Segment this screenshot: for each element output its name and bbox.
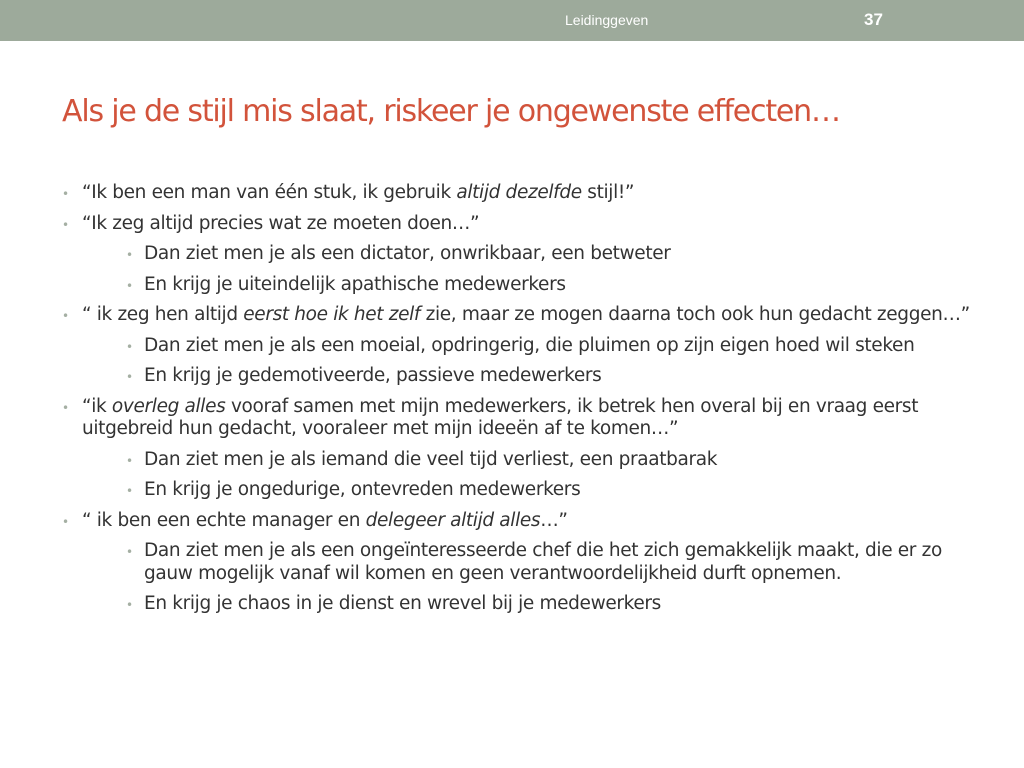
page-number: 37 (864, 10, 883, 29)
bullet-item-2: • “Ik zeg altijd precies wat ze moeten doen…” (62, 213, 982, 244)
bullet-icon: • (126, 598, 133, 612)
bullet-item-3: • “ ik zeg hen altijd eerst hoe ik het zelf zie, maar ze mogen daarna toch ook hun gedacht zeggen…” (62, 304, 982, 335)
header-text: Leidinggeven (565, 12, 649, 28)
bullet-icon: • (126, 370, 133, 384)
sub-bullet-item-4-2: • En krijg je ongedurige, ontevreden medewerkers (62, 479, 982, 510)
sub-bullet-item-3-2: • En krijg je gedemotiveerde, passieve medewerkers (62, 365, 982, 396)
bullet-item-5: • “ ik ben een echte manager en delegeer altijd alles…” (62, 510, 982, 541)
sub-bullet-item-3-1: • Dan ziet men je als een moeial, opdringerig, die pluimen op zijn eigen hoed wil steken (62, 335, 982, 366)
bullet-item-1: • “Ik ben een man van één stuk, ik gebruik altijd dezelfde stijl!” (62, 182, 982, 213)
bullet-icon: • (126, 339, 133, 354)
sub-bullet-item-2-2: • En krijg je uiteindelijk apathische medewerkers (62, 274, 982, 305)
bullet-icon: • (62, 514, 69, 529)
sub-bullet-item-5-2: • En krijg je chaos in je dienst en wrevel bij je medewerkers (62, 593, 982, 624)
sub-bullet-item-5-1: • Dan ziet men je als een ongeïnteresseerde chef die het zich gemakkelijk maakt, die er zo gauw mogelijk vanaf wil komen en geen verantwoordelijkheid durft opnemen. (126, 540, 942, 584)
bullet-icon: • (62, 187, 69, 201)
bullet-icon: • (62, 309, 69, 323)
bullet-icon: • (126, 484, 133, 498)
bullet-item-4: • “ik overleg alles vooraf samen met mijn medewerkers, ik betrek hen overal bij en vraag eerst uitgebreid hun gedacht, vooraleer met mijn ideeën af te komen…” (62, 395, 919, 439)
bullet-icon: • (62, 217, 69, 232)
bullet-icon: • (62, 400, 69, 415)
header-bar (0, 0, 1024, 41)
bullet-icon: • (126, 453, 133, 468)
bullet-list (62, 182, 982, 624)
sub-bullet-item-2-1: • Dan ziet men je als een dictator, onwrikbaar, een betweter (62, 243, 982, 274)
bullet-icon: • (126, 248, 133, 262)
slide-title: Als je de stijl mis slaat, riskeer je ongewenste effecten… (62, 94, 840, 129)
sub-bullet-item-4-1: • Dan ziet men je als iemand die veel tijd verliest, een praatbarak (62, 449, 982, 480)
bullet-icon: • (126, 545, 133, 559)
bullet-icon: • (126, 278, 133, 293)
